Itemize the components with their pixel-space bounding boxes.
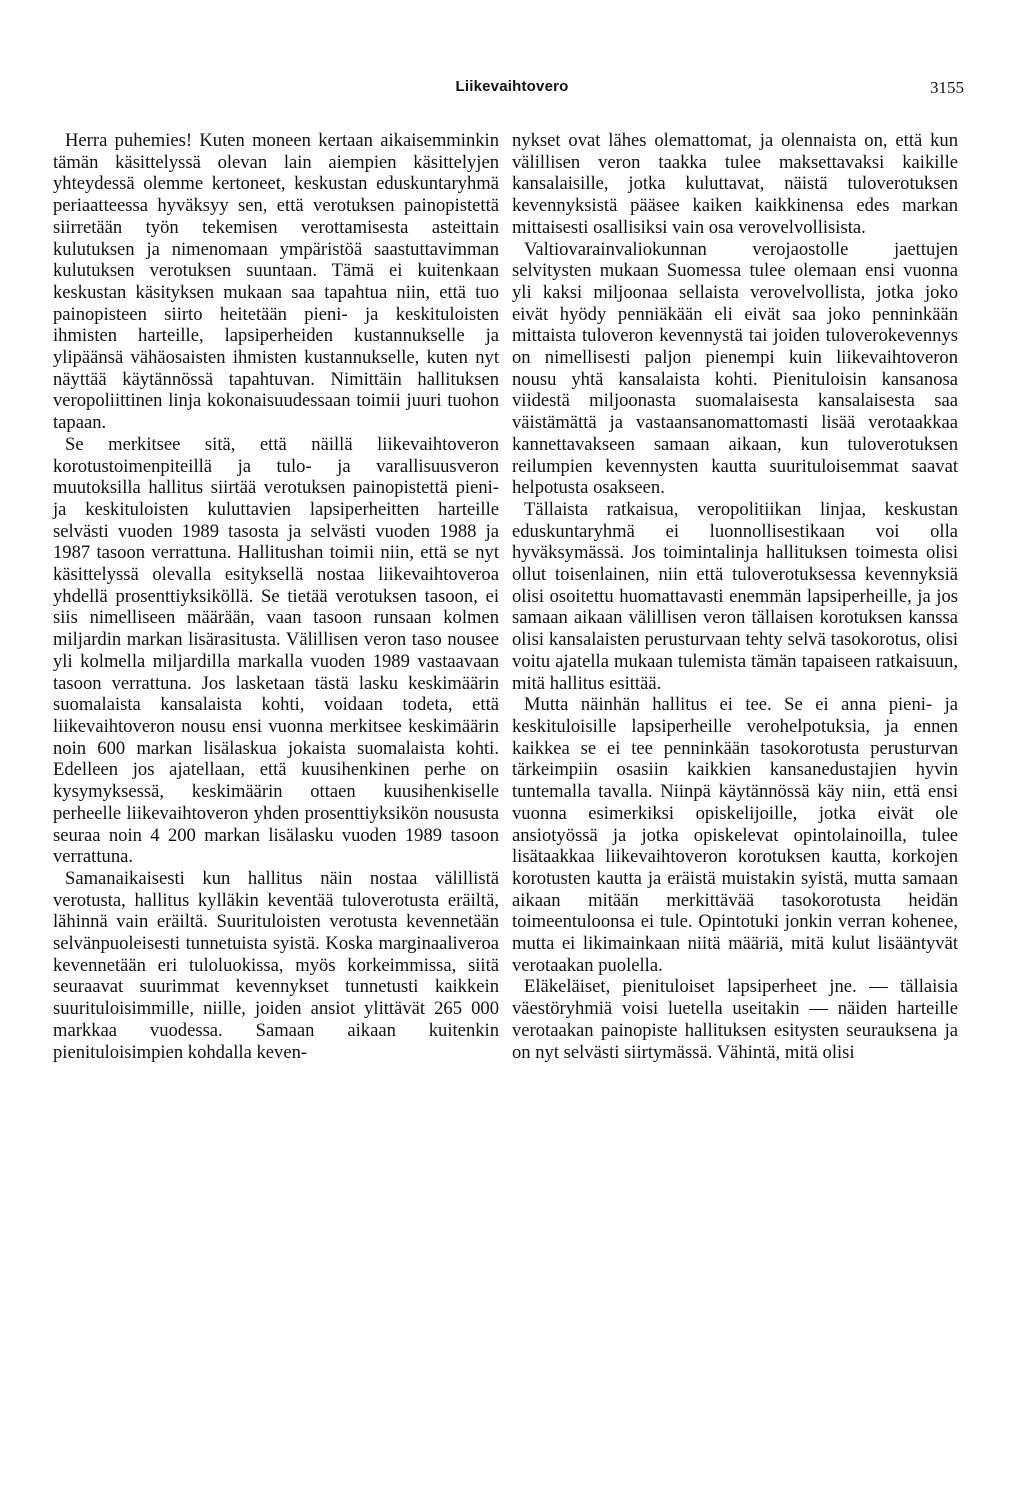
paragraph: Se merkitsee sitä, että näillä liikevaihtoveron korotustoimenpiteillä ja tulo- ja varallisuusveron muutoksilla hallitus siirtää verotuksen painopistettä pieni- ja keskituloisten kuluttavien lapsiperheitten harteille selvästi vuoden 1989 tasosta ja selvästi vuoden 1988 ja 1987 tasoon verrattuna. Hallitushan toimii niin, että se nyt käsittelyssä olevalla esityksellä nostaa liikevaihtoveroa yhdellä prosenttiyksiköllä. Se tietää verotuksen tasoon, ei siis nimelliseen määrään, vaan tasoon runsaan kolmen miljardin markan lisärasitusta. Välillisen veron taso nousee yli kolmella miljardilla markalla vuoden 1989 vastaavaan tasoon verrattuna. Jos lasketaan tästä lasku keskimäärin suomalaista kansalaista kohti, voidaan todeta, että liikevaihtoveron nousu ensi vuonna merkitsee keskimäärin noin 600 markan lisälaskua jokaista suomalaista kohti. Edelleen jos ajatellaan, että kuusihenkinen perhe on kysymyksessä, keskimäärin ottaen kuusihenkiselle perheelle liikevaihtoveron yhden prosenttiyksikön noususta seuraa noin 4 200 markan lisälasku vuoden 1989 tasoon verrattuna. [53, 433, 499, 868]
page-number: 3155 [930, 78, 964, 97]
paragraph: Tällaista ratkaisua, veropolitiikan linjaa, keskustan eduskuntaryhmä ei luonnollisestikaan voi olla hyväksymässä. Jos toimintalinja hallituksen toimesta olisi ollut toisenlainen, niin että tuloverotuksessa kevennyksiä olisi osoitettu huomattavasti enemmän lapsiperheille, ja jos samaan aikaan välillisen veron tällaisen korotuksen kanssa olisi kansalaisten perusturvaan tehty selvä tasokorotus, olisi voitu ajatella mukaan tulemista tämän tapaiseen ratkaisuun, mitä hallitus esittää. [512, 498, 958, 694]
paragraph: Samanaikaisesti kun hallitus näin nostaa välillistä verotusta, hallitus kylläkin keventää tuloverotusta eräiltä, lähinnä vain eräiltä. Suurituloisten verotusta kevennetään selvänpuoleisesti tunnetuista syistä. Koska marginaaliveroa kevennetään eri tuloluokissa, myös korkeimmissa, siitä seuraavat suurimmat kevennykset tunnetusti kaikkein suurituloisimmille, niille, joiden ansiot ylittävät 265 000 markkaa vuodessa. Samaan aikaan kuitenkin pienituloisimpien kohdalla keven- [53, 867, 499, 1063]
paragraph-continued: nykset ovat lähes olemattomat, ja olennaista on, että kun välillisen veron taakka tulee maksettavaksi kaikille kansalaisille, jotka kuluttavat, näistä tuloverotuksen kevennyksistä pääsee kaiken kaikkinensa edes markan mittaisesti osallisiksi vain osa verovelvollisista. [512, 130, 958, 238]
running-title: Liikevaihtovero [455, 78, 569, 95]
paragraph: Eläkeläiset, pienituloiset lapsiperheet jne. — tällaisia väestöryhmiä voisi luetella useitakin — näiden harteille verotaakan painopiste hallituksen esitysten seurauksena ja on nyt selvästi siirtymässä. Vähintä, mitä olisi [512, 976, 958, 1063]
paragraph: Herra puhemies! Kuten moneen kertaan aikaisemminkin tämän käsittelyssä olevan lain aiempien käsittelyjen yhteydessä olemme kertoneet, keskustan eduskuntaryhmä periaatteessa hyväksyy sen, että verotuksen painopistettä siirretään työn tekemisen verottamisesta asteittain kulutuksen ja nimenomaan ympäristöä saastuttavimman kulutuksen verotuksen suuntaan. Tämä ei kuitenkaan keskustan käsityksen mukaan saa tapahtua niin, että tuo painopisteen siirto heitetään pieni- ja keskituloisten ihmisten harteille, lapsiperheiden kustannukselle ja ylipäänsä vähäosaisten ihmisten kustannukselle, kuten nyt näyttää käytännössä tapahtuvan. Nimittäin hallituksen veropoliittinen linja kokonaisuudessaan toimii juuri tuohon tapaan. [53, 130, 499, 434]
paragraph: Mutta näinhän hallitus ei tee. Se ei anna pieni- ja keskituloisille lapsiperheille verohelpotuksia, ja ennen kaikkea se ei tee penninkään tasokorotusta perusturvan tärkeimpiin osasiin kaikkien kansanedustajien hyvin tuntemalla tavalla. Niinpä käytännössä käy niin, että ensi vuonna esimerkiksi opiskelijoille, jotka eivät ole ansiotyössä ja jotka opiskelevat opintolainoilla, tulee lisätaakkaa liikevaihtoveron korotuksen kautta, korkojen korotusten kautta ja eräistä muistakin syistä, mutta samaan aikaan mitään merkittävää tasokorotusta heidän toimeentuloonsa ei tule. Opintotuki jonkin verran kohenee, mutta ei likimainkaan niitä määriä, mitä kulut lisääntyvät verotaakan puolella. [512, 694, 958, 976]
paragraph: Valtiovarainvaliokunnan verojaostolle jaettujen selvitysten mukaan Suomessa tulee olemaan ensi vuonna yli kaksi miljoonaa sellaista verovelvollista, jotka joko eivät hyödy penniäkään eli eivät saa joko penninkään mittaista tuloveron kevennystä tai joiden tuloverokevennys on nimellisesti paljon pienempi kuin liikevaihtoveron nousu yhtä kansalaista kohti. Pienituloisin kansanosa viidestä miljoonasta suomalaisesta kansalaisesta saa väistämättä ja vastaansanomattomasti lisää verotaakkaa kannettavakseen samaan aikaan, kun tuloverotuksen reilumpien kevennysten kautta suurituloisemmat saavat helpotusta osakseen. [512, 238, 958, 499]
right-column [512, 130, 958, 1063]
left-column [53, 130, 499, 1063]
